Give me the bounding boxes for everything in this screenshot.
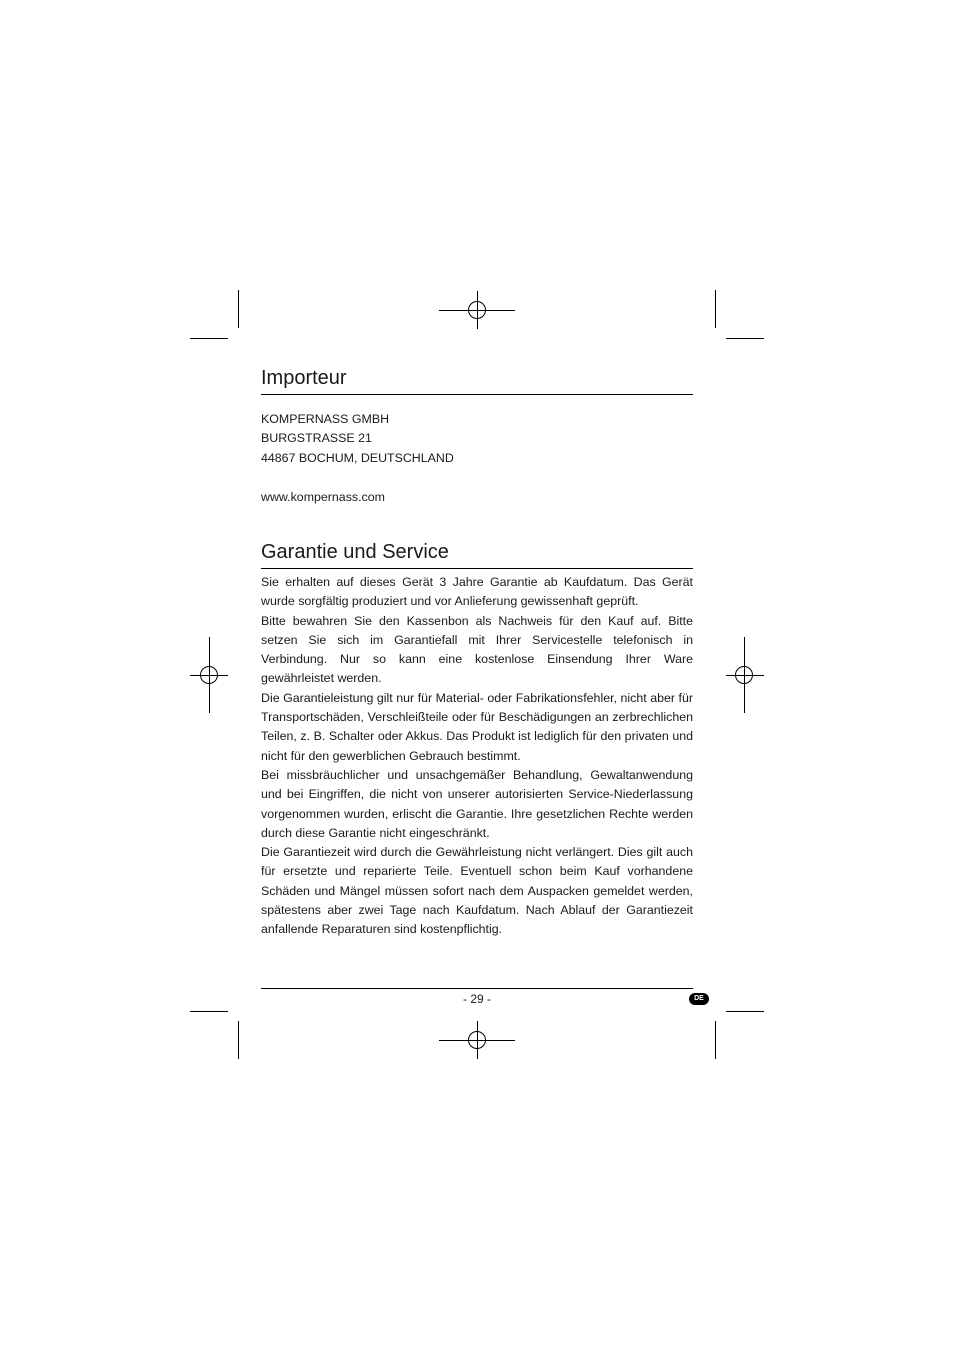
crop-mark (715, 1021, 716, 1059)
registration-circle (200, 666, 218, 684)
importeur-address (261, 410, 693, 468)
crop-mark (190, 1011, 228, 1012)
registration-circle (735, 666, 753, 684)
website-block (261, 488, 693, 507)
registration-circle (468, 301, 486, 319)
garantie-paragraph: Die Garantieleistung gilt nur für Material- oder Fabrikationsfehler, nicht aber für Transportschäden, Verschleißteile oder für Beschädigungen an zerbrechlichen Teilen, z. B. Schalter oder Akkus. Das Produkt ist lediglich für den privaten und nicht für den gewerblichen Gebrauch bestimmt. (261, 690, 693, 763)
garantie-paragraph: Sie erhalten auf dieses Gerät 3 Jahre Garantie ab Kaufdatum. Das Gerät wurde sorgfältig produziert und vor Anlieferung gewissenhaft geprüft. (261, 575, 693, 609)
crop-mark (726, 1011, 764, 1012)
footer-divider (261, 988, 693, 989)
garantie-paragraph: Bitte bewahren Sie den Kassenbon als Nachweis für den Kauf auf. Bitte setzen Sie sich im Garantiefall mit Ihrer Servicestelle telefonisch in Verbindung. Nur so kann eine kostenlose Einsendung Ihrer Ware gewährleistet werden. (261, 613, 693, 686)
crop-mark (715, 290, 716, 328)
crop-mark (726, 338, 764, 339)
street-address: BURGSTRASSE 21 (261, 431, 372, 446)
page-number: - 29 - (462, 992, 491, 1006)
crop-mark (238, 290, 239, 328)
garantie-body (261, 573, 693, 940)
company-name: KOMPERNASS GMBH (261, 412, 390, 426)
registration-circle (468, 1031, 486, 1049)
garantie-paragraph: Bei missbräuchlicher und unsachgemäßer Behandlung, Gewaltanwendung und bei Eingriffen, die nicht von unserer autorisierten Service-Niederlassung vorgenommen wurden, erlischt die Garantie. Ihre gesetzlichen Rechte werden durch diese Garantie nicht eingeschränkt. (261, 767, 693, 840)
garantie-heading: Garantie und Service (261, 540, 693, 569)
city-address: 44867 BOCHUM, DEUTSCHLAND (261, 450, 454, 465)
garantie-paragraph: Die Garantiezeit wird durch die Gewährleistung nicht verlängert. Dies gilt auch für ersetzte und reparierte Teile. Eventuell schon beim Kauf vorhandene Schäden und Mängel müssen sofort nach dem Auspacken gemeldet werden, spätestens aber zwei Tage nach Kaufdatum. Nach Ablauf der Garantiezeit anfallende Reparaturen sind kostenpflichtig. (261, 845, 693, 937)
crop-mark (190, 338, 228, 339)
crop-mark (238, 1021, 239, 1059)
language-badge: DE (689, 993, 709, 1005)
importeur-heading: Importeur (261, 366, 693, 395)
website-link[interactable]: www.kompernass.com (261, 490, 385, 504)
